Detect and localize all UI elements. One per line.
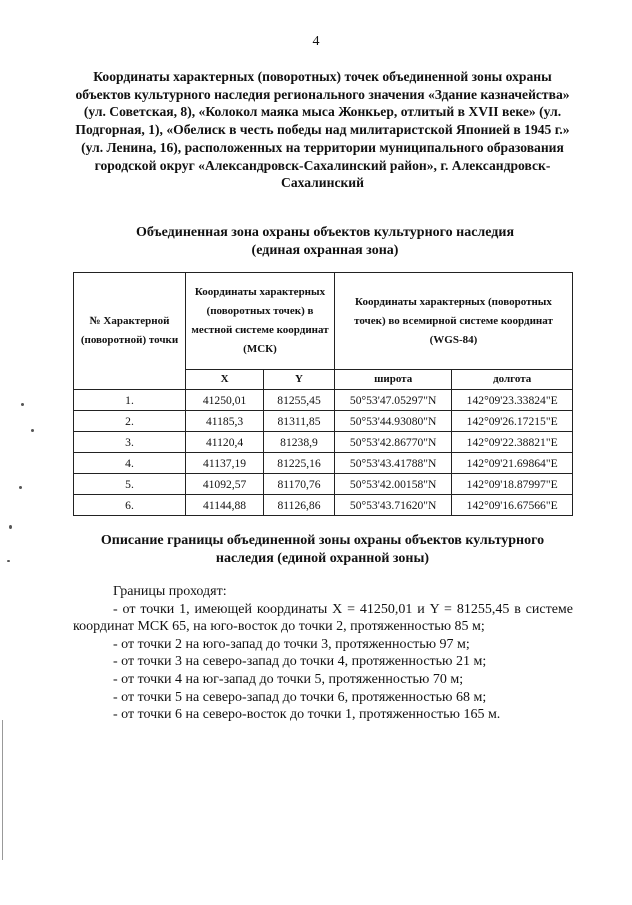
cell-x: 41250,01 xyxy=(186,390,264,411)
cell-latitude: 50°53'42.00158"N xyxy=(334,474,451,495)
cell-point: 4. xyxy=(74,453,186,474)
cell-x: 41144,88 xyxy=(186,495,264,516)
coordinates-table xyxy=(73,272,573,516)
cell-latitude: 50°53'43.41788"N xyxy=(334,453,451,474)
zone-title-line2: (единая охранная зона) xyxy=(251,243,399,258)
header-wgs: Координаты характерных (поворотных точек) во всемирной системе координат (WGS-84) xyxy=(334,273,572,370)
cell-latitude: 50°53'42.86770"N xyxy=(334,432,451,453)
scan-edge-line xyxy=(2,720,3,860)
cell-y: 81311,85 xyxy=(264,411,335,432)
cell-longitude: 142°09'16.67566"E xyxy=(452,495,573,516)
cell-latitude: 50°53'44.93080"N xyxy=(334,411,451,432)
cell-latitude: 50°53'47.05297"N xyxy=(334,390,451,411)
cell-y: 81255,45 xyxy=(264,390,335,411)
boundary-intro: Границы проходят: xyxy=(113,584,227,599)
cell-point: 5. xyxy=(74,474,186,495)
cell-longitude: 142°09'18.87997"E xyxy=(452,474,573,495)
table-row xyxy=(74,390,573,411)
boundary-item: - от точки 2 на юго-запад до точки 3, протяженностью 97 м; xyxy=(113,636,470,652)
cell-x: 41185,3 xyxy=(186,411,264,432)
table-row xyxy=(74,432,573,453)
cell-y: 81225,16 xyxy=(264,453,335,474)
cell-point: 3. xyxy=(74,432,186,453)
boundary-item: - от точки 1, имеющей координаты X = 41250,01 и Y = 81255,45 в системе координат МСК 65, на юго-восток до точки 2, протяженностью 85 м; xyxy=(73,601,573,635)
cell-x: 41137,19 xyxy=(186,453,264,474)
zone-title-line1: Объединенная зона охраны объектов культурного наследия xyxy=(135,225,515,240)
cell-point: 6. xyxy=(74,495,186,516)
description-title-line1: Описание границы объединенной зоны охраны объектов культурного xyxy=(100,533,545,548)
cell-x: 41092,57 xyxy=(186,474,264,495)
cell-x: 41120,4 xyxy=(186,432,264,453)
table-row xyxy=(74,411,573,432)
description-title-line2: наследия (единой охранной зоны) xyxy=(215,551,430,566)
table-row xyxy=(74,495,573,516)
zone-title xyxy=(80,224,570,260)
page-number: 4 xyxy=(312,34,320,49)
cell-longitude: 142°09'23.33824"E xyxy=(452,390,573,411)
boundary-item: - от точки 6 на северо-восток до точки 1, протяженностью 165 м. xyxy=(113,707,501,723)
header-latitude: широта xyxy=(334,370,451,390)
cell-point: 2. xyxy=(74,411,186,432)
cell-latitude: 50°53'43.71620"N xyxy=(334,495,451,516)
cell-y: 81126,86 xyxy=(264,495,335,516)
boundary-description xyxy=(73,583,573,724)
cell-y: 81238,9 xyxy=(264,432,335,453)
cell-y: 81170,76 xyxy=(264,474,335,495)
table-row xyxy=(74,474,573,495)
cell-longitude: 142°09'26.17215"E xyxy=(452,411,573,432)
description-title xyxy=(70,532,575,568)
boundary-item: - от точки 3 на северо-запад до точки 4, протяженностью 21 м; xyxy=(113,654,487,670)
scan-speck xyxy=(21,403,24,406)
header-point-number: № Характерной (поворотной) точки xyxy=(74,273,186,390)
scan-speck xyxy=(19,486,22,489)
cell-longitude: 142°09'22.38821"E xyxy=(452,432,573,453)
scan-speck xyxy=(31,429,34,432)
table-row xyxy=(74,453,573,474)
cell-longitude: 142°09'21.69864"E xyxy=(452,453,573,474)
header-msk: Координаты характерных (поворотных точек) в местной системе координат (МСК) xyxy=(186,273,335,370)
document-title: Координаты характерных (поворотных) точек объединенной зоны охраны объектов культурного наследия регионального значения «Здание казначейства» (ул. Советская, 8), «Колокол маяка мыса Жонкьер, отлитый в XVII веке» (ул. Подгорная, 1), «Обелиск в честь победы над милитаристской Японией в 1945 г.» (ул. Ленина, 16), расположенных на территории муниципального образования городской округ «Александровск-Сахалинский район», г. Александровск-Сахалинский xyxy=(75,69,570,191)
header-longitude: долгота xyxy=(452,370,573,390)
cell-point: 1. xyxy=(74,390,186,411)
header-x: X xyxy=(186,370,264,390)
scan-speck xyxy=(9,525,12,529)
header-y: Y xyxy=(264,370,335,390)
boundary-item: - от точки 5 на северо-запад до точки 6, протяженностью 68 м; xyxy=(113,689,487,705)
boundary-item: - от точки 4 на юг-запад до точки 5, протяженностью 70 м; xyxy=(113,671,464,687)
scan-speck xyxy=(7,560,10,562)
